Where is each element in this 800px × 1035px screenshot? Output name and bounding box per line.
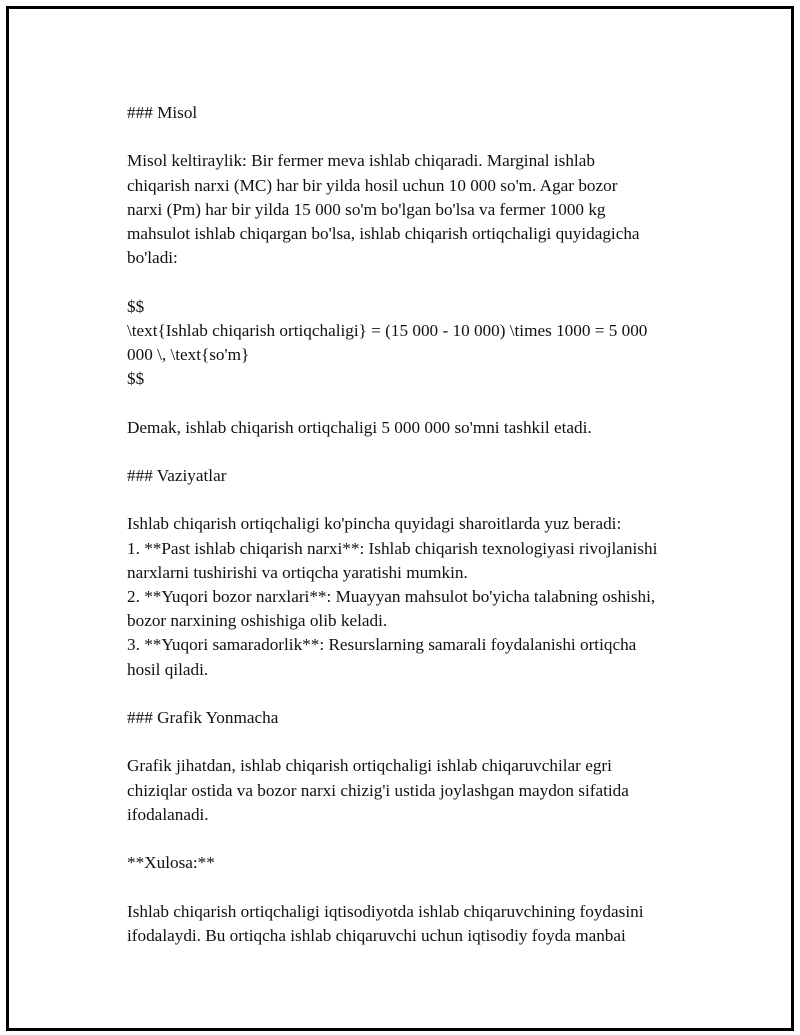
paragraph-gap	[127, 488, 707, 512]
paragraph-result	[127, 416, 707, 440]
text-line: bo'ladi:	[127, 248, 178, 268]
paragraph-gap	[127, 270, 707, 294]
paragraph-gap	[127, 682, 707, 706]
list-item-line: 2. **Yuqori bozor narxlari**: Muayyan mahsulot bo'yicha talabning oshishi,	[127, 586, 656, 606]
heading-text: ### Vaziyatlar	[127, 465, 227, 485]
text-line: ifodalaydi. Bu ortiqcha ishlab chiqaruvchi uchun iqtisodiy foyda manbai	[127, 925, 626, 945]
paragraph-gap	[127, 730, 707, 754]
text-line: Demak, ishlab chiqarish ortiqchaligi 5 000 000 so'mni tashkil etadi.	[127, 417, 592, 437]
formula-block	[127, 295, 707, 392]
text-line: mahsulot ishlab chiqargan bo'lsa, ishlab chiqarish ortiqchaligi quyidagicha	[127, 224, 640, 243]
paragraph-gap	[127, 827, 707, 851]
heading-xulosa	[127, 851, 707, 875]
list-item-line: 1. **Past ishlab chiqarish narxi**: Ishlab chiqarish texnologiyasi rivojlanishi	[127, 538, 658, 558]
paragraph-example	[127, 149, 707, 270]
list-item-line: 3. **Yuqori samaradorlik**: Resurslarning samarali foydalanishi ortiqcha	[127, 635, 637, 655]
paragraph-gap	[127, 391, 707, 415]
formula-line: 000 \, \text{so'm}	[127, 345, 250, 364]
text-line: Grafik jihatdan, ishlab chiqarish ortiqchaligi ishlab chiqaruvchilar egri	[127, 756, 612, 776]
paragraph-gap	[127, 125, 707, 149]
paragraph-conclusion	[127, 900, 707, 948]
heading-vaziyatlar	[127, 464, 707, 488]
text-line: Misol keltiraylik: Bir fermer meva ishlab chiqaradi. Marginal ishlab	[127, 151, 595, 171]
heading-misol	[127, 101, 707, 125]
paragraph-gap	[127, 875, 707, 899]
list-item-line: bozor narxining oshishiga olib keladi.	[127, 611, 388, 631]
text-line: chiqarish narxi (MC) har bir yilda hosil uchun 10 000 so'm. Agar bozor	[127, 175, 618, 195]
text-line: narxi (Pm) har bir yilda 15 000 so'm bo'lgan bo'lsa va fermer 1000 kg	[127, 199, 606, 219]
text-line: Ishlab chiqarish ortiqchaligi iqtisodiyotda ishlab chiqaruvchining foydasini	[127, 901, 644, 921]
heading-text: **Xulosa:**	[127, 853, 215, 873]
paragraph-gap	[127, 440, 707, 464]
list-item-line: hosil qiladi.	[127, 659, 209, 679]
formula-line: $$	[127, 369, 145, 389]
text-line: chiziqlar ostida va bozor narxi chizig'i ustida joylashgan maydon sifatida	[127, 780, 629, 800]
list-item-line: narxlarni tushirishi va ortiqcha yaratishi mumkin.	[127, 562, 468, 582]
page-frame	[6, 6, 794, 1031]
heading-text: ### Grafik Yonmacha	[127, 707, 279, 727]
heading-grafik	[127, 706, 707, 730]
paragraph-situations	[127, 512, 707, 681]
text-line: Ishlab chiqarish ortiqchaligi ko'pincha quyidagi sharoitlarda yuz beradi:	[127, 514, 622, 534]
formula-line: \text{Ishlab chiqarish ortiqchaligi} = (15 000 - 10 000) \times 1000 = 5 000	[127, 320, 648, 340]
text-line: ifodalanadi.	[127, 804, 209, 824]
paragraph-graphic	[127, 754, 707, 827]
formula-line: $$	[127, 296, 145, 316]
heading-text: ### Misol	[127, 103, 198, 122]
document-body	[127, 101, 707, 948]
